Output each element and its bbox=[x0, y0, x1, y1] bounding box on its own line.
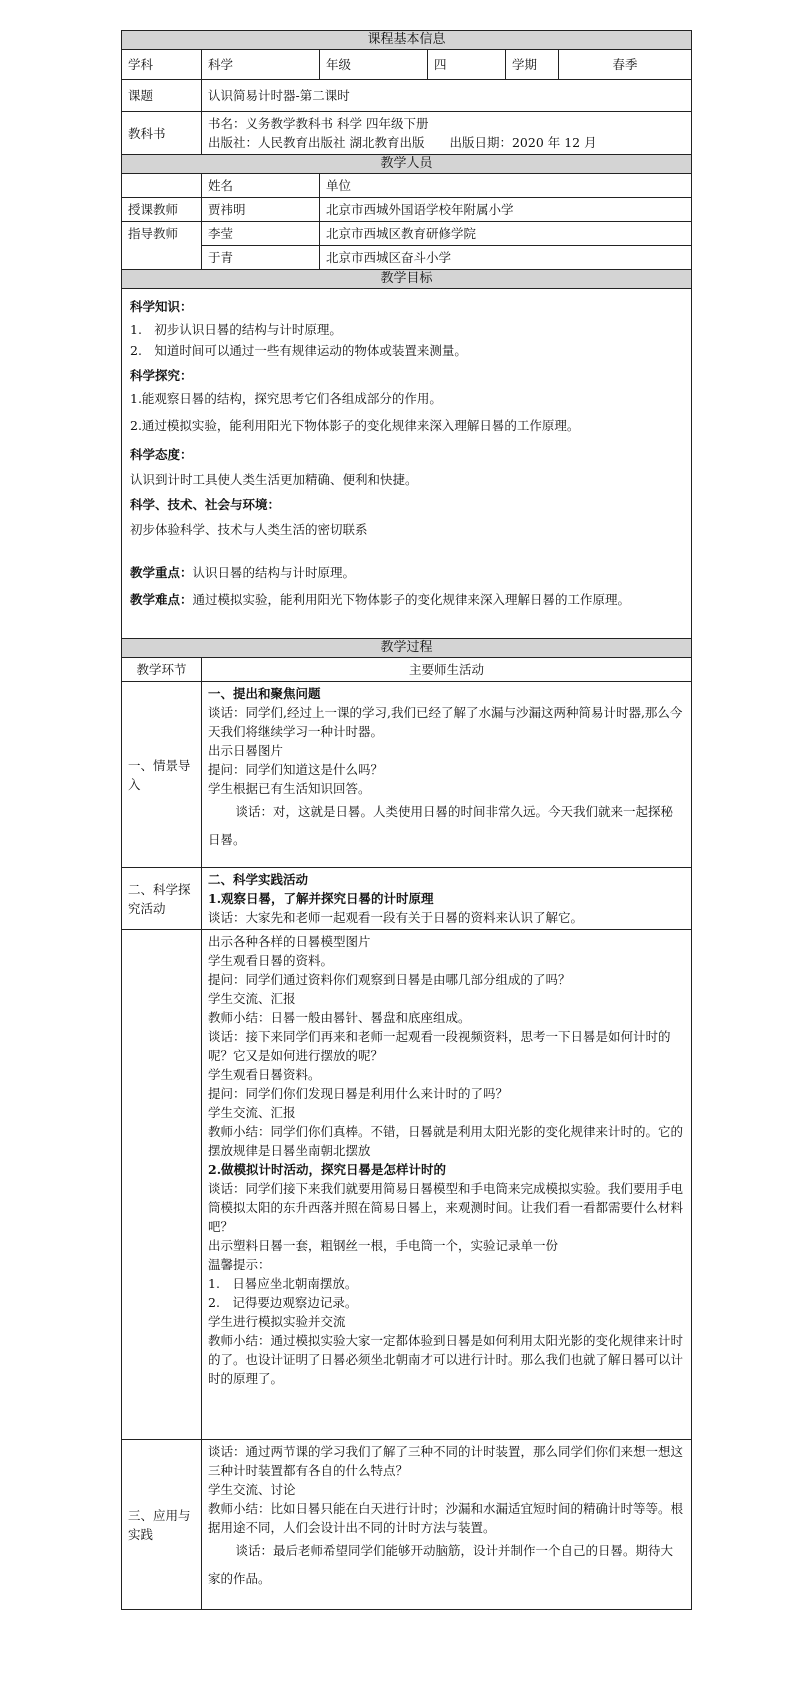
stage-1-line: 出示日晷图片 bbox=[208, 743, 284, 758]
topic-label: 课题 bbox=[122, 80, 202, 112]
name-header: 姓名 bbox=[202, 174, 320, 198]
tip-item: 1. 日晷应坐北朝南摆放。 bbox=[208, 1276, 358, 1291]
difficulty-point bbox=[130, 590, 683, 609]
staff-section-title: 教学人员 bbox=[122, 155, 692, 174]
stage-2-sub2: 2.做模拟计时活动，探究日晷是怎样计时的 bbox=[208, 1162, 447, 1177]
stage-3-line: 谈话：通过两节课的学习我们了解了三种不同的计时装置，那么同学们你们来想一想这三种计时装置都有各自的什么特点？ bbox=[208, 1444, 684, 1478]
stage-1-row bbox=[122, 682, 692, 868]
difficulty-text: 通过模拟实验，能利用阳光下物体影子的变化规律来深入理解日晷的工作原理。 bbox=[192, 592, 631, 607]
stage-1-content bbox=[202, 682, 692, 868]
stage-3-row bbox=[122, 1440, 692, 1610]
key-point-label: 教学重点： bbox=[130, 565, 193, 580]
stage-2-line: 提问：同学们通过资料你们观察到日晷是由哪几部分组成的了吗？ bbox=[208, 972, 571, 987]
guide-role-label: 指导教师 bbox=[122, 222, 202, 270]
stage-2-sub1: 1.观察日晷，了解并探究日晷的计时原理 bbox=[208, 891, 434, 906]
stage-2-header-row bbox=[122, 868, 692, 930]
stage-2-line: 谈话：接下来同学们再来和老师一起观看一段视频资料，思考一下日晷是如何计时的呢？它又是如何进行摆放的呢？ bbox=[208, 1029, 671, 1063]
key-point-text: 认识日晷的结构与计时原理。 bbox=[192, 565, 356, 580]
grade-value: 四 bbox=[428, 50, 506, 80]
stage-2-line: 学生交流、汇报 bbox=[208, 1105, 296, 1120]
knowledge-item: 1. 初步认识日晷的结构与计时原理。 bbox=[130, 322, 342, 337]
lesson-plan-table bbox=[121, 30, 692, 1610]
info-row-subject bbox=[122, 50, 692, 80]
attitude-text: 认识到计时工具使人类生活更加精确、便利和快捷。 bbox=[130, 472, 418, 487]
staff-unit: 北京市西城外国语学校年附属小学 bbox=[320, 198, 692, 222]
subject-value: 科学 bbox=[202, 50, 320, 80]
staff-section-header bbox=[122, 155, 692, 174]
activity-header: 主要师生活动 bbox=[202, 658, 692, 682]
stage-2-line: 学生交流、汇报 bbox=[208, 991, 296, 1006]
stage-2-heading: 二、科学实践活动 bbox=[208, 872, 309, 887]
inquiry-item: 2.通过模拟实验，能利用阳光下物体影子的变化规律来深入理解日晷的工作原理。 bbox=[130, 418, 580, 433]
sts-title: 科学、技术、社会与环境： bbox=[130, 497, 281, 512]
grade-label: 年级 bbox=[320, 50, 428, 80]
info-row-topic bbox=[122, 80, 692, 112]
stage-2-line: 学生观看日晷的资料。 bbox=[208, 953, 334, 968]
textbook-value bbox=[202, 112, 692, 155]
info-section-header bbox=[122, 31, 692, 50]
process-section-header bbox=[122, 639, 692, 658]
difficulty-label: 教学难点： bbox=[130, 592, 193, 607]
staff-name: 于青 bbox=[202, 246, 320, 270]
staff-name: 贾祎明 bbox=[202, 198, 320, 222]
knowledge-title: 科学知识： bbox=[130, 299, 193, 314]
term-value: 春季 bbox=[559, 50, 692, 80]
stage-2-blank bbox=[122, 930, 202, 1440]
goals-row bbox=[122, 289, 692, 639]
knowledge-item: 2. 知道时间可以通过一些有规律运动的物体或装置来测量。 bbox=[130, 343, 467, 358]
unit-header: 单位 bbox=[320, 174, 692, 198]
textbook-line-1: 书名：义务教学教科书 科学 四年级下册 bbox=[208, 116, 429, 131]
staff-row-guide-2 bbox=[122, 246, 692, 270]
goals-content bbox=[122, 289, 692, 639]
key-point bbox=[130, 563, 683, 582]
stage-1-line: 谈话：同学们,经过上一课的学习,我们已经了解了水漏与沙漏这两种简易计时器,那么今天我们将继续学习一种计时器。 bbox=[208, 705, 683, 739]
stage-2-label: 二、科学探究活动 bbox=[122, 868, 202, 930]
teacher-role-label: 授课教师 bbox=[122, 198, 202, 222]
stage-3-closing: 谈话：最后老师希望同学们能够开动脑筋，设计并制作一个自己的日晷。期待大家的作品。 bbox=[208, 1543, 674, 1586]
goals-section-header bbox=[122, 270, 692, 289]
sts-text: 初步体验科学、技术与人类生活的密切联系 bbox=[130, 522, 368, 537]
stage-1-label: 一、情景导入 bbox=[122, 682, 202, 868]
info-row-textbook bbox=[122, 112, 692, 155]
topic-value: 认识简易计时器-第二课时 bbox=[202, 80, 692, 112]
stage-1-line: 提问：同学们知道这是什么吗？ bbox=[208, 762, 384, 777]
stage-1-heading: 一、提出和聚焦问题 bbox=[208, 686, 321, 701]
textbook-label: 教科书 bbox=[122, 112, 202, 155]
stage-3-line: 学生交流、讨论 bbox=[208, 1482, 296, 1497]
stage-2-line: 提问：同学们你们发现日晷是利用什么来计时的了吗？ bbox=[208, 1086, 509, 1101]
staff-unit: 北京市西城区奋斗小学 bbox=[320, 246, 692, 270]
stage-2-line: 出示塑料日晷一套，粗钢丝一根，手电筒一个，实验记录单一份 bbox=[208, 1238, 559, 1253]
process-section-title: 教学过程 bbox=[122, 639, 692, 658]
stage-2-content bbox=[202, 930, 692, 1440]
subject-label: 学科 bbox=[122, 50, 202, 80]
staff-unit: 北京市西城区教育研修学院 bbox=[320, 222, 692, 246]
stage-3-content bbox=[202, 1440, 692, 1610]
stage-2-intro-line: 谈话：大家先和老师一起观看一段有关于日晷的资料来认识了解它。 bbox=[208, 910, 584, 925]
stage-2-line: 教师小结：日晷一般由晷针、晷盘和底座组成。 bbox=[208, 1010, 471, 1025]
inquiry-item: 1.能观察日晷的结构，探究思考它们各组成部分的作用。 bbox=[130, 391, 442, 406]
inquiry-title: 科学探究： bbox=[130, 368, 193, 383]
info-section-title: 课程基本信息 bbox=[122, 31, 692, 50]
stage-2-line: 教师小结：通过模拟实验大家一定都体验到日晷是如何利用太阳光影的变化规律来计时的了。也设计证明了日晷必须坐北朝南才可以进行计时。那么我们也就了解日晷可以计时的原理了。 bbox=[208, 1333, 684, 1386]
staff-row-teacher bbox=[122, 198, 692, 222]
staff-header-row bbox=[122, 174, 692, 198]
stage-2-line: 出示各种各样的日晷模型图片 bbox=[208, 934, 371, 949]
stage-2-line: 谈话：同学们接下来我们就要用简易日晷模型和手电筒来完成模拟实验。我们要用手电筒模拟太阳的东升西落并照在简易日晷上，来观测时间。让我们看一看都需要什么材料吧？ bbox=[208, 1181, 684, 1234]
term-label: 学期 bbox=[506, 50, 559, 80]
stage-1-closing: 谈话：对，这就是日晷。人类使用日晷的时间非常久远。今天我们就来一起探秘日晷。 bbox=[208, 804, 674, 847]
stage-2-line: 学生观看日晷资料。 bbox=[208, 1067, 321, 1082]
process-header-row bbox=[122, 658, 692, 682]
lesson-plan-document bbox=[121, 30, 691, 1610]
stage-2-body-row bbox=[122, 930, 692, 1440]
stage-2-line: 教师小结：同学们你们真棒。不错，日晷就是利用太阳光影的变化规律来计时的。它的摆放规律是日晷坐南朝北摆放 bbox=[208, 1124, 684, 1158]
staff-name: 李莹 bbox=[202, 222, 320, 246]
stage-1-line: 学生根据已有生活知识回答。 bbox=[208, 781, 371, 796]
stage-2-intro bbox=[202, 868, 692, 930]
attitude-title: 科学态度： bbox=[130, 447, 193, 462]
staff-header-blank bbox=[122, 174, 202, 198]
stage-3-label: 三、应用与实践 bbox=[122, 1440, 202, 1610]
textbook-line-2: 出版社：人民教育出版社 湖北教育出版 出版日期：2020 年 12 月 bbox=[208, 135, 597, 150]
stage-3-line: 教师小结：比如日晷只能在白天进行计时；沙漏和水漏适宜短时间的精确计时等等。根据用途不同，人们会设计出不同的计时方法与装置。 bbox=[208, 1501, 684, 1535]
staff-row-guide-1 bbox=[122, 222, 692, 246]
spacer bbox=[130, 541, 683, 563]
goals-section-title: 教学目标 bbox=[122, 270, 692, 289]
stage-2-line: 温馨提示： bbox=[208, 1257, 271, 1272]
stage-header: 教学环节 bbox=[122, 658, 202, 682]
tip-item: 2. 记得要边观察边记录。 bbox=[208, 1295, 358, 1310]
stage-2-line: 学生进行模拟实验并交流 bbox=[208, 1314, 346, 1329]
